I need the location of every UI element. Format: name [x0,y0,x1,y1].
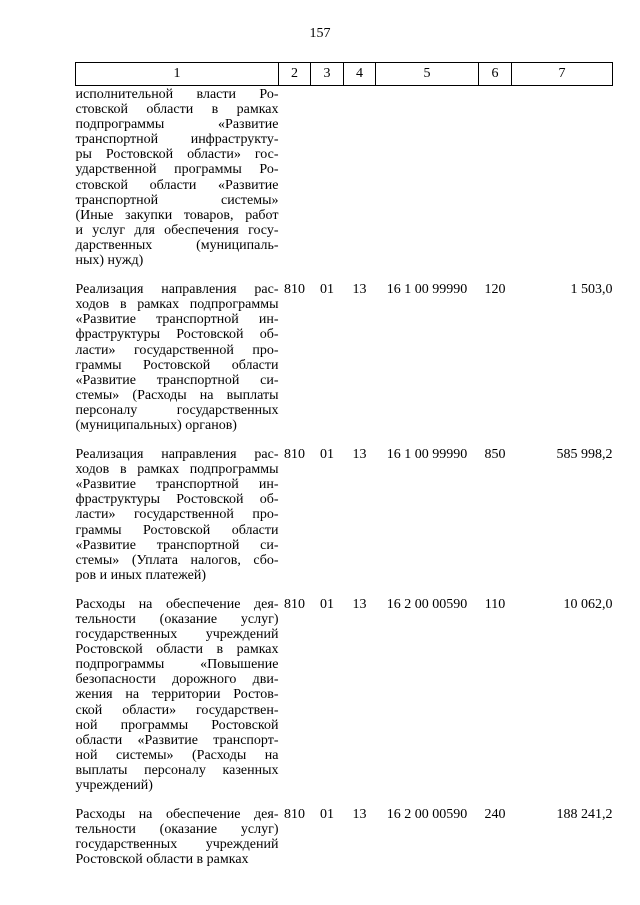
ministry-code: 810 [284,596,305,612]
description-line: государственных учреждений [75,837,279,853]
section-code: 01 [320,596,334,612]
table-row [76,86,613,269]
table-row [76,433,613,583]
description-line: жения на территории Ростов- [75,687,279,703]
description-line: «Развитие транспортной ин- [75,477,279,493]
description-line: тельности (оказание услуг) [75,612,279,627]
description-line: Реализация направления рас- [75,447,279,463]
description-line: ходов в рамках подпрограммы [75,297,279,313]
description-line: ров и иных платежей) [75,567,207,583]
description-line: тельности (оказание услуг) [75,822,279,838]
ministry-code: 810 [284,282,305,298]
description-line: выплаты персоналу казенных [75,762,279,778]
col-header-ministry: 2 [279,63,311,86]
budget-table [75,62,613,868]
description-line: ной системы» (Расходы на [75,747,279,763]
description-line: стовской области в рамках [75,102,279,118]
col-header-expense-type: 6 [479,63,512,86]
expense-type-code: 120 [484,282,506,298]
description-line: «Развитие транспортной си- [75,372,279,388]
description-line: стемы» (Уплата налогов, сбо- [75,552,279,568]
subsection-code: 13 [352,596,367,612]
description-line: ной программы Ростовской [75,717,279,733]
description-line: Расходы на обеспечение дея- [75,596,279,612]
col-header-subsection: 4 [344,63,376,86]
table-row [76,268,613,433]
section-code: 01 [320,807,334,823]
col-header-amount: 7 [512,63,613,86]
row-description [76,268,279,433]
description-line: фраструктуры Ростовской об- [75,492,279,508]
description-line: Расходы на обеспечение дея- [75,807,279,823]
description-line: персоналу государственных [75,402,279,418]
description-line: государственных учреждений [75,627,279,643]
ministry-code [279,86,311,269]
amount-value: 585 998,2 [556,447,613,463]
description-line: транспортной системы» [75,192,279,208]
amount-value: 10 062,0 [563,596,613,612]
subsection-code: 13 [352,447,367,463]
description-line: Ростовской области в рамках [75,852,249,868]
col-header-target-article: 5 [376,63,479,86]
description-line: и услуг для обеспечения госу- [75,222,279,238]
target-article-code: 16 2 00 00590 [386,807,468,823]
description-line: подпрограммы «Развитие [75,117,279,133]
target-article-code: 16 2 00 00590 [386,596,468,612]
row-description [76,583,279,793]
description-line: ходов в рамках подпрограммы [75,462,279,478]
row-description [76,86,279,269]
col-header-section: 3 [311,63,344,86]
description-line: фраструктуры Ростовской об- [75,327,279,343]
expense-type-code: 240 [484,807,506,823]
page-number: 157 [309,26,331,41]
table-row [76,793,613,867]
description-line: исполнительной власти Ро- [75,87,279,102]
target-article-code [376,86,479,269]
amount-value: 1 503,0 [570,282,613,298]
description-line: Реализация направления рас- [75,282,279,298]
subsection-code: 13 [352,282,367,298]
description-line: ской области» государствен- [75,702,279,718]
description-line: подпрограммы «Повышение [75,657,279,673]
description-line: области «Развитие транспорт- [75,732,279,748]
description-line: дарственных (муниципаль- [75,237,279,253]
expense-type-code: 110 [484,596,506,612]
description-line: безопасности дорожного дви- [75,672,279,688]
expense-type-code [479,86,512,269]
description-line: ударственной программы Ро- [75,162,279,178]
row-description [76,433,279,583]
ministry-code: 810 [284,807,305,823]
target-article-code: 16 1 00 99990 [386,282,468,298]
description-line: (Иные закупки товаров, работ [75,207,279,223]
description-line: стовской области «Развитие [75,177,279,193]
amount-value [512,86,613,269]
table-row [76,583,613,793]
subsection-code: 13 [352,807,367,823]
description-line: ласти» государственной про- [75,507,279,523]
ministry-code: 810 [284,447,305,463]
description-line: граммы Ростовской области [75,357,279,373]
section-code [311,86,344,269]
col-header-description: 1 [76,63,279,86]
description-line: транспортной инфраструкту- [75,132,279,148]
description-line: ласти» государственной про- [75,342,279,358]
description-line: Ростовской области в рамках [75,642,279,658]
header-row [76,63,613,86]
expense-type-code: 850 [484,447,506,463]
description-line: ных) нужд) [75,253,144,269]
subsection-code [344,86,376,269]
section-code: 01 [320,447,334,463]
target-article-code: 16 1 00 99990 [386,447,468,463]
description-line: «Развитие транспортной ин- [75,312,279,328]
description-line: стемы» (Расходы на выплаты [75,387,279,403]
amount-value: 188 241,2 [556,807,613,823]
description-line: (муниципальных) органов) [75,417,237,433]
description-line: граммы Ростовской области [75,522,279,538]
description-line: учреждений) [75,778,153,794]
section-code: 01 [320,282,334,298]
description-line: ры Ростовской области» гос- [75,147,279,163]
row-description [76,793,279,867]
description-line: «Развитие транспортной си- [75,537,279,553]
